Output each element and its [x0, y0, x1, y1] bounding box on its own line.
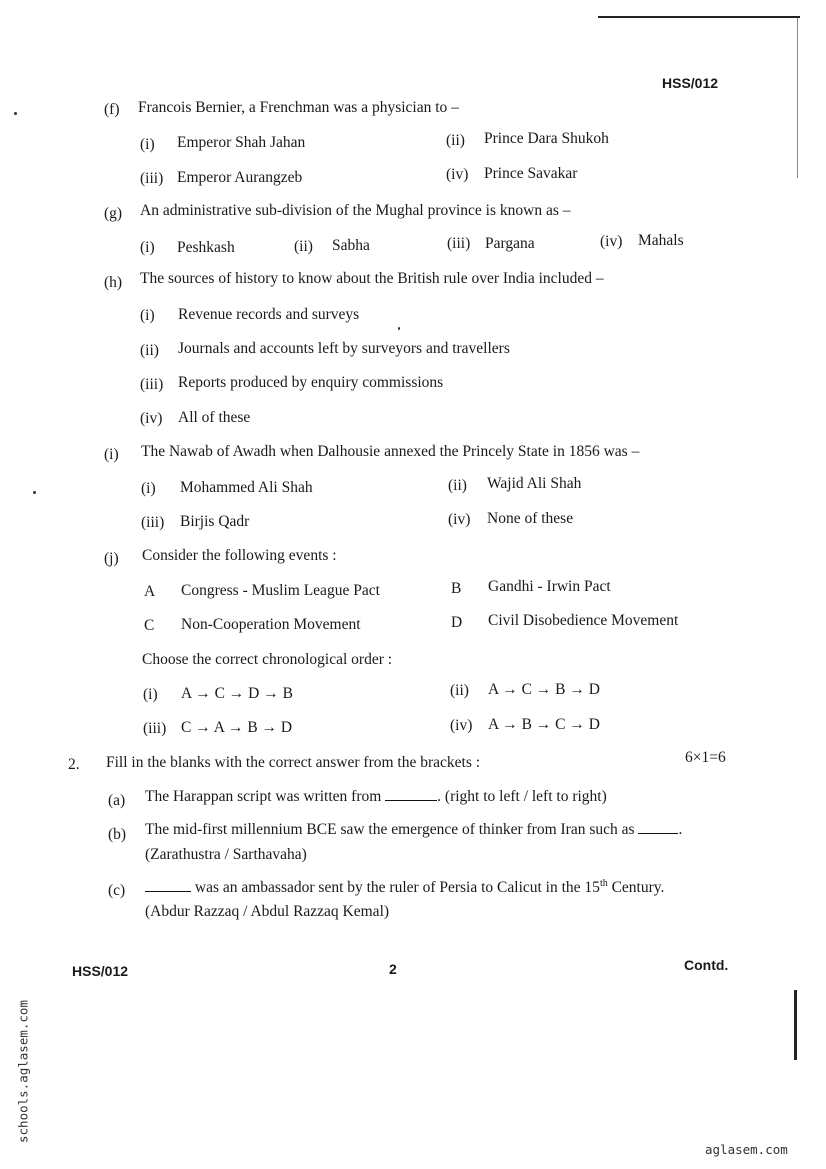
option-number: (iv) [450, 717, 473, 734]
question-h-text: The sources of history to know about the British rule over India included – [140, 270, 604, 287]
blank-b-end: . [678, 821, 683, 838]
top-border-line [598, 16, 800, 18]
event-text: Non-Cooperation Movement [181, 616, 361, 633]
question-h-label: (h) [104, 274, 123, 291]
option-number: (iv) [600, 233, 623, 250]
option-text: A → C → B → D [488, 681, 600, 698]
option-number: (ii) [140, 342, 159, 359]
question-2-text: Fill in the blanks with the correct answer from the brackets : [106, 754, 481, 771]
option-text: Emperor Shah Jahan [177, 134, 306, 151]
option-number: (i) [141, 480, 156, 497]
question-f-label: (f) [104, 101, 120, 118]
option-text: Prince Dara Shukoh [484, 130, 609, 147]
option-text: Journals and accounts left by surveyors and travellers [178, 340, 510, 357]
question-j-text: Consider the following events : [142, 547, 337, 564]
option-number: (i) [140, 239, 155, 256]
option-text: Mohammed Ali Shah [180, 479, 313, 496]
answer-blank [638, 833, 678, 834]
option-number: (ii) [446, 132, 465, 149]
event-text: Congress - Muslim League Pact [181, 582, 380, 599]
scan-speck [14, 112, 17, 115]
blank-a-text: The Harappan script was written from [145, 788, 382, 805]
option-number: (iii) [140, 376, 164, 393]
question-g-text: An administrative sub-division of the Mughal province is known as – [140, 202, 571, 219]
event-letter: B [451, 580, 462, 597]
blank-c-end: Century. [607, 879, 665, 897]
option-text: Wajid Ali Shah [487, 475, 582, 492]
page-number: 2 [389, 961, 397, 977]
event-letter: C [144, 617, 155, 634]
blank-b-label: (b) [108, 826, 127, 843]
option-number: (iii) [140, 170, 164, 187]
question-g-label: (g) [104, 205, 123, 222]
option-text: C → A → B → D [181, 719, 293, 736]
option-text: Reports produced by enquiry commissions [178, 374, 444, 391]
option-text: Prince Savakar [484, 165, 578, 182]
question-2-marks: 6×1=6 [685, 749, 726, 766]
option-text: Peshkash [177, 239, 235, 256]
blank-a-options: . (right to left / left to right) [437, 788, 607, 805]
blank-c-text: was an ambassador sent by the ruler of Persia to Calicut in the 15 [194, 879, 600, 897]
option-text: Revenue records and surveys [178, 306, 360, 323]
blank-c-superscript: th [599, 878, 608, 889]
scan-speck [398, 327, 400, 330]
question-i-text: The Nawab of Awadh when Dalhousie annexed the Princely State in 1856 was – [141, 443, 640, 460]
option-number: (i) [140, 307, 155, 324]
question-i-label: (i) [104, 446, 119, 463]
option-text: Emperor Aurangzeb [177, 169, 303, 186]
blank-c-sentence [145, 878, 664, 897]
option-text: Sabha [332, 237, 370, 254]
option-text: None of these [487, 510, 574, 527]
blank-b-sentence [145, 821, 682, 839]
header-code: HSS/012 [662, 75, 719, 91]
event-text: Civil Disobedience Movement [488, 612, 679, 629]
option-number: (iii) [143, 720, 167, 737]
blank-c-options: (Abdur Razzaq / Abdul Razzaq Kemal) [145, 903, 390, 920]
answer-blank [145, 891, 191, 892]
side-watermark: schools.aglasem.com [15, 1000, 31, 1143]
option-number: (ii) [294, 238, 313, 255]
footer-contd: Contd. [684, 957, 729, 973]
option-number: (iii) [141, 514, 165, 531]
option-number: (iv) [446, 166, 469, 183]
option-number: (iii) [447, 235, 471, 252]
option-text: Birjis Qadr [180, 513, 250, 530]
right-scan-edge [797, 18, 798, 178]
scan-speck [33, 491, 36, 494]
question-j-instruction: Choose the correct chronological order : [142, 651, 393, 668]
blank-b-text: The mid-first millennium BCE saw the emergence of thinker from Iran such as [145, 821, 635, 838]
option-text: A → C → D → B [181, 685, 293, 702]
right-scan-mark [794, 990, 797, 1060]
footer-code: HSS/012 [72, 963, 129, 979]
option-text: A → B → C → D [488, 716, 600, 733]
event-letter: D [451, 614, 463, 631]
blank-c-label: (c) [108, 882, 126, 899]
event-letter: A [144, 583, 156, 600]
option-number: (iv) [448, 511, 471, 528]
option-number: (i) [143, 686, 158, 703]
bottom-watermark: aglasem.com [705, 1142, 788, 1157]
event-text: Gandhi - Irwin Pact [488, 578, 611, 595]
option-text: All of these [178, 409, 251, 426]
answer-blank [385, 800, 437, 801]
option-number: (ii) [448, 477, 467, 494]
option-number: (iv) [140, 410, 163, 427]
blank-a-sentence [145, 788, 607, 806]
blank-b-options: (Zarathustra / Sarthavaha) [145, 846, 307, 863]
option-number: (i) [140, 136, 155, 153]
option-number: (ii) [450, 682, 469, 699]
option-text: Mahals [638, 232, 684, 249]
question-j-label: (j) [104, 550, 119, 567]
blank-a-label: (a) [108, 792, 126, 809]
question-2-number: 2. [68, 756, 80, 773]
question-f-text: Francois Bernier, a Frenchman was a physician to – [138, 99, 459, 116]
option-text: Pargana [485, 235, 535, 252]
